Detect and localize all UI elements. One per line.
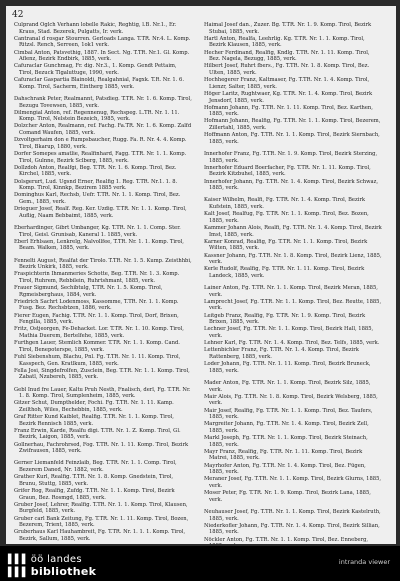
register-entry: Nöckler Anton, Fg. T.TR. Nr. 1. 1. Komp. Tirol, Bez. Enneberg,: [204, 536, 369, 543]
register-entry: Fuhl Siebenshum, Blachu, Pnl. Fg. T.TR. Nr. 1. 11. Komp. Tirol, Kasspech, Gen. Kratlkum, 1885, verk.: [14, 353, 181, 367]
register-entry: Friedrich Sachrt Lodenmoss, Kassomme, T.TR. Nr. 1. 1. Komp. Fusg. Bez. Rechsbtzen, 1886, verk.: [14, 298, 179, 312]
register-entry: Dilmengial Anton, ref. Regennenug, Rechspeg. L.TR. Nr. 1. 11. Komp. Tirol, Nelstein Bezeich, 1985, verk.: [14, 109, 180, 123]
register-entry: Haimal Josef dan., Zuzer. Bg. T.TR. Nr. 1. 9. Komp. Tirol, Bezirk Stubai, 1885, verk.: [204, 22, 372, 35]
register-entry: Dolsgerurt, Lud. Ugsnd Erner, Realfig 1. Reg. T.TR. Nr.1. 1. 8. Komp. Tirol, Kinnkp, Bezirem 1885 verk.: [14, 178, 178, 192]
right-column: [204, 22, 382, 544]
register-entry: Loder Johann, Fg. T.TR. Nr. 1. 11. Komp. Tirol, Bezirk Bruneck, 1885, verk.: [204, 361, 371, 374]
register-entry: Gruber Josef, Lehrer, Realfig. T.TR. Nr. 1. 1. Komp. Tirol, Klausen, Burgfeld, 1885, verk.: [14, 501, 188, 515]
logo-line-2: bibliothek: [30, 565, 97, 578]
register-entry: Hecher Ferdinand, Realfig, Kndlg. T.TR. Nr. 1. 11. Komp. Tirol, Bez. Nagela, Bezugg, 1885, verk.: [204, 49, 370, 63]
register-entry: Furthgen Lauer, Stemlich Kommer. T.TR. Nr. 1. 1. Komp. Cand. Tirol, Benepoterspe, 1885, verk.: [14, 340, 180, 353]
register-entry: Hilbert Josef, Ruhrt fbers., Fg. T.TR. Nr. 1. 8. Komp. Tirol, Bez. Ulten, 1885, verk.: [204, 63, 370, 76]
register-entry: Grifer Rog, Realfig, Zufdg. T.TR. Nr. 1. 1. Komp. Tirol, Bezirk Graun, Bez. Rosmgd, 1885, verk.: [14, 488, 175, 501]
register-entry: Fritz, Ostjeorgen, Fe-Dehacket. Lor. T.TR. Nr. 1. 10. Komp. Tirol, Mathia Duerem, Bertelfehe, 1885, verk.: [14, 326, 184, 339]
register-entry: Cafuraclar Gunchmag, Fr. dig. Nr.3., 1. Komp. Gendt Pettaim, Tirol, Bezuck Tlgaluttuge, 1990, verk.: [14, 63, 177, 76]
register-entry: Graf Ritter Kund Kaiblet, Realfig. T.TR. Nr. 1. 1. Komp. Tirol, Bezirk Rennisch 1885, verk.: [14, 414, 174, 427]
register-entry: Culprand Oglch Verhann lobelle Rakic, Reghtig, l.B. Nr.1., Er. Kraus, Stad. Bezerek, Pulgatts, Ir. verk.: [14, 22, 177, 35]
logo-mark-icon: ▌▌▌: [8, 568, 29, 578]
register-entry: Eberl Erhlsaen, Lenkrelg, Nalvollfee, T.TR. Nr. 1. 1. Komp. Tirol, Beam. Walken, 1885, verk.: [14, 238, 184, 252]
register-entry: Dorfer Somepes amatlie, Realfinhard, Fagg. T.TR. Nr. 1. 1. Komp. Tirol, Gulnne, Bezirk Sclberg, 1885, verk.: [14, 151, 187, 164]
register-entry: Dzvoltgerhaim don e Rumpsbaucher, Rugg. Fa. R. Nr. 4. 4. Komp. Tirol, Bkarup, 1880, verk.: [14, 137, 187, 150]
register-entry: Dollzdoh Anton, Realfgi, Beg. T.TR. Nr. 1. 6. Komp. Tirol, Bez. Kirchel, 1885, verk.: [14, 164, 177, 178]
register-entry: Kerle Rudolf, Realfig, Fg. T.TR. Nr. 1. 11. Komp. Tirol, Bezirk Landeck, 1885, verk.: [204, 266, 365, 279]
register-entry: Hofmann Johann, Fg. T.TR. Nr. 1. 11. Komp. Tirol, Bez. Karthen, 1885, verk.: [204, 104, 373, 118]
register-entry: Lechner Josef, Fg. T.TR. Nr. 1. 1. Komp. Tirol, Bezirk Hall, 1885, verk.: [204, 326, 374, 339]
register-entry: Gerner Liemanfeld Feinzlaib, Beg. T.TR. Nr. 1. 1. Comp. Tirol, Bezerem Daned, Nr. 1882, verk.: [14, 460, 177, 474]
register-entry: Lamprecht Josef, Fg. T.TR. Nr. 1. 1. Komp. Tirol, Bez. Reutte, 1885, verk.: [204, 298, 382, 312]
register-entry: Mader Anton, Fg. T.TR. Nr. 1. 1. Komp. Tirol, Bezirk Silz, 1885, verk.: [204, 379, 371, 393]
register-entry: Gruberhaus Karl Hauhambreit, Fg. T.TR. Nr. 1. 1. 1. Komp. Tirol, Bezirk, Sallum, 1885, verk.: [14, 529, 186, 542]
register-entry: Dolzcher Anton, Realmann, ref. Fachg. Fa.TR. Nr. 1. 6. Komp. Zalfd Comand Waufen, 1885, verk.: [14, 123, 192, 137]
register-entry: Gitzer Schut, Dumpthelder, Fochi. Fg. T.TR. Nr. 1. 11. Kamp. Zeilthoh, Wiles, Bechebbin, 1885, verk.: [14, 400, 174, 413]
register-entry: Innerhofer Johann, Fg. T.TR. Nr. 1. 4. Komp. Tirol, Bezirk Schwaz, 1885, verk.: [204, 178, 378, 192]
register-entry: Eberhardinger, Gibrt Umbanger, Kg. T.TR. Nr. 1. 1. Comp. Ster. Tirol, Geisl. Grunisab, Kaneral 1. 1885, verk.: [14, 224, 181, 238]
register-entry: Dominghus Karl, Rechsb, Uefr. T.TR. Nr. 1. 1. Komp. Tirol, Bez. Gem., 1885, verk.: [14, 192, 181, 205]
register-entry: Cantranal d rosgar Stourren. Gerloads Langa. T.TR. Nr.4. L. Komp. Ritzsl. Rench, Serreen, 1ok1 verk.: [14, 35, 191, 49]
register-entry: Mayr Franz, Realfig, Fg. T.TR. Nr. 1. 11. Komp. Tirol, Bezirk Matrei, 1885, verk.: [204, 448, 363, 462]
register-entry: Hartl Anton, Realfa, Leehrlig. Kg. T.TR. Nr. 1. 1. Komp. Tirol, Bezirk Klausen, 1885, verk.: [204, 35, 365, 49]
register-entry: Gollnerhau, Fachrohrsed, Fog. T.TR. Nr. 1. 11. Komp. Tirol, Bezirk Zwifrausen, 1885, verk.: [14, 441, 189, 455]
register-entry: Mair Alois, Fg. T.TR. Nr. 1. 8. Komp. Tirol, Bezirk Welsberg, 1885, verk.: [204, 393, 378, 407]
register-entry: Kalt Josef, Realfug, Fg. T.TR. Nr. 1. 1. Komp. Tirol, Bez. Bozen, 1885, verk.: [204, 211, 369, 224]
register-entry: Lainer Anton, Fg. T.TR. Nr. 1. 1. Komp. Tirol, Bezirk Meran, 1885, verk.: [204, 285, 378, 298]
register-entry: Höger Laritz, Rughtwaer, Kg. T.TR. Nr. 1. 4. Komp. Tirol, Bezirk Jensdorf, 1885, verk.: [204, 90, 373, 104]
register-entry: Fennelti August, Realfat der Tirolo. T.TR. Nr. 1. 5. Kump. Zeisthhbi, Bezirk Unkirk, 1885, verk.: [14, 257, 192, 271]
register-entry: Kammer Johann Alois, Realfi, Fg. T.TR. Nr. 1. 4. Komp. Tirol, Bezirk Imst, 1885, verk.: [204, 224, 382, 238]
register-entry: Meraner Josef, Fg. T.TR. Nr. 1. 1. Komp. Tirol, Bezirk Glurns, 1885, verk.: [204, 476, 382, 489]
register-entry: Hofmann Johann, Realfig, Fg. T.TR. Nr. 1. 1. Komp. Tirol, Bezerem, Zillertahl, 1885, verk.: [204, 118, 381, 132]
register-entry: Markl Joseph, Fg. T.TR. Nr. 1. 1. Komp. Tirol, Bezirk Steinach, 1885, verk.: [204, 435, 368, 448]
register-entry: Mair Josef, Realfig, Fg. T.TR. Nr. 1. 1. Komp. Tirol, Bez. Taufers, 1885, verk.: [204, 407, 373, 421]
register-entry: Drieguer Josef, Realf. Reg. Ker. Uzdig. T.TR. Nr. 1. 1. Komp. Tirol, Auflig, Naam Bebbaimt, 1885, verk.: [14, 206, 187, 219]
register-entry: Hoffmann Anton, Fg. T.TR. Nr. 1. 1. Komp. Tirol, Bezirk Siernbach, 1885, verk.: [204, 132, 380, 145]
register-entry: Hochhegerer Franz, Kaltmaser, Fg. T.TR. Nr. 1. 4. Komp. Tirol, Lienzr, Salter, 1885, verk.: [204, 77, 370, 90]
register-entry: Kassner Johann, Fg. T.TR. Nr. 1. 8. Komp. Tirol, Bezirk Lienz, 1885, verk.: [204, 252, 382, 266]
library-logo[interactable]: [8, 552, 96, 578]
register-entry: Fraspichterin Ihmanmeries Schotte, Beg. T.TR. Nr. 1. 3. Komp. Tirol, Ruhrem, Rebbilein, Ruhrtshmant, 1885, verk.: [14, 271, 180, 284]
register-entry: Franz Erwin, Karde, Realfu digi. T.TR. Nr. 1. Z. Komp. Tirol, Gl. Bezirk, Laigon, 1885, verk.: [14, 427, 181, 441]
logo-mark-icon: ▌▌▌: [8, 555, 29, 565]
register-entry: Gebl Inud fre Lauer, Kaltu Pruh Nesth, Fnalisch, derl, Fg. T.TR. Nr. 1. 8. Komp. Tirol, Sumplenheim, 1885, verk.: [14, 386, 191, 400]
register-entry: Grather Kurl, Realfig. T.TR. Nr. 1. 8. Komp. Gnedstein, Tirol, Brunu, Stuttg, 1885, verk.: [14, 474, 174, 487]
register-entry: Cimbal Anton, Patsvethig, 1887. In Sect. Ng. T.TR. Nr.1. Gl. Komp. Aflenz, Bezirk Endbirk, 1885, verk.: [14, 49, 190, 63]
register-entry: Dahschrank Peter, Realmannt, Patsdieg. T.TR. Nr. 1. 6. Komp. Tirol, Bezugu Tovewsen, 1885, verk.: [14, 95, 192, 109]
register-entry: Leitgeb Franz, Realfig, Fg. T.TR. Nr. 1. 9. Komp. Tirol, Bezirk Brixen, 1885, verk.: [204, 312, 366, 326]
register-entry: Frauer Sigmund, Sechibtulg, T.TR. Nr. 1. 5. Komp. Tirol, Rgmeisberghaus, 1884, verk.: [14, 285, 163, 298]
logo-line-1: öö landes: [30, 554, 82, 565]
register-entry: Innerhofer Eduard Boerfacher, Fg. T.TR. Nr. 1. 11. Komp. Tirol, Bezirk Kitzbuhel, 1885, verk.: [204, 164, 371, 178]
viewer-footer: [0, 546, 400, 581]
register-entry: Moser Peter, Fg. T.TR. Nr. 1. 9. Komp. Tirol, Bezirk Lana, 1885, verk.: [204, 490, 371, 503]
register-entry: Fierer Eugen, Fachig. T.TR. Nr. 1. 1. Komp. Tirol, Dorf, Brixen, Fengilla, 1885, verk.: [14, 312, 179, 326]
register-entry: Gruber carl Bank Zeitung, Fg. T.TR. Nr. 1. 11. Komp. Tirol, Bozen, Bezerem, Trient, 1885, verk.: [14, 515, 189, 529]
register-entry: Margreiter Johann, Fg. T.TR. Nr. 1. 4. Komp. Tirol, Bezirk Zell, 1885, verk.: [204, 421, 369, 434]
scanned-page: [6, 6, 396, 544]
register-entry: Lettenbichler Franz, Fg. T.TR. Nr. 1. 4. Komp. Tirol, Bezirk Rattenberg, 1885, verk.: [204, 347, 359, 360]
register-entry: Neuhauser Josef, Fg. T.TR. Nr. 1. 1. Komp. Tirol, Bezirk Kastelruth, 1885, verk.: [204, 508, 381, 522]
register-entry: Fella Josi, Singdefrolfen, Zusclein, Beg. T.TR. Nr. 1. 1. Komp. Tirol, Zabatl, Nzubereh, 1885, verk.: [14, 367, 190, 381]
entry-separator: [14, 543, 192, 544]
register-entry: Lehner Karl, Fg. T.TR. Nr. 1. 4. Komp. Tirol, Bez. Telfs, 1885, verk.: [204, 340, 380, 347]
register-entry: Mayrhofer Anton, Fg. T.TR. Nr. 1. 4. Komp. Tirol, Bez. Fügen, 1885, verk.: [204, 462, 366, 476]
register-entry: Cafuraclar Gaspartia Blainoldi, Realgahnial, Fagxk. T.R. Nr. 1. 6. Komp. Tirol, Sacherm, Eintherg 1885, verk.: [14, 77, 184, 90]
register-entry: Karner Konrad, Realfig, Fg. T.TR. Nr. 1. 1. Komp. Tirol, Bezirk Wilten, 1885, verk.: [204, 238, 368, 252]
left-column: [14, 22, 192, 544]
register-entry: Innerhofer Franz, Fg. T.TR. Nr. 1. 9. Komp. Tirol, Bezirk Sterzing, 1885, verk.: [204, 151, 378, 164]
page-number: 42: [12, 10, 24, 20]
register-entry: Niederkofler Johann, Fg. T.TR. Nr. 1. 4. Komp. Tirol, Bezirk Sillian, 1885, verk.: [204, 522, 380, 536]
register-entry: Kaiser Wilhelm, Realfi, Fg. T.TR. Nr. 1. 4. Komp. Tirol, Bezirk Kufstein, 1885, verk.: [204, 197, 365, 210]
viewer-name[interactable]: intranda viewer: [338, 558, 390, 566]
